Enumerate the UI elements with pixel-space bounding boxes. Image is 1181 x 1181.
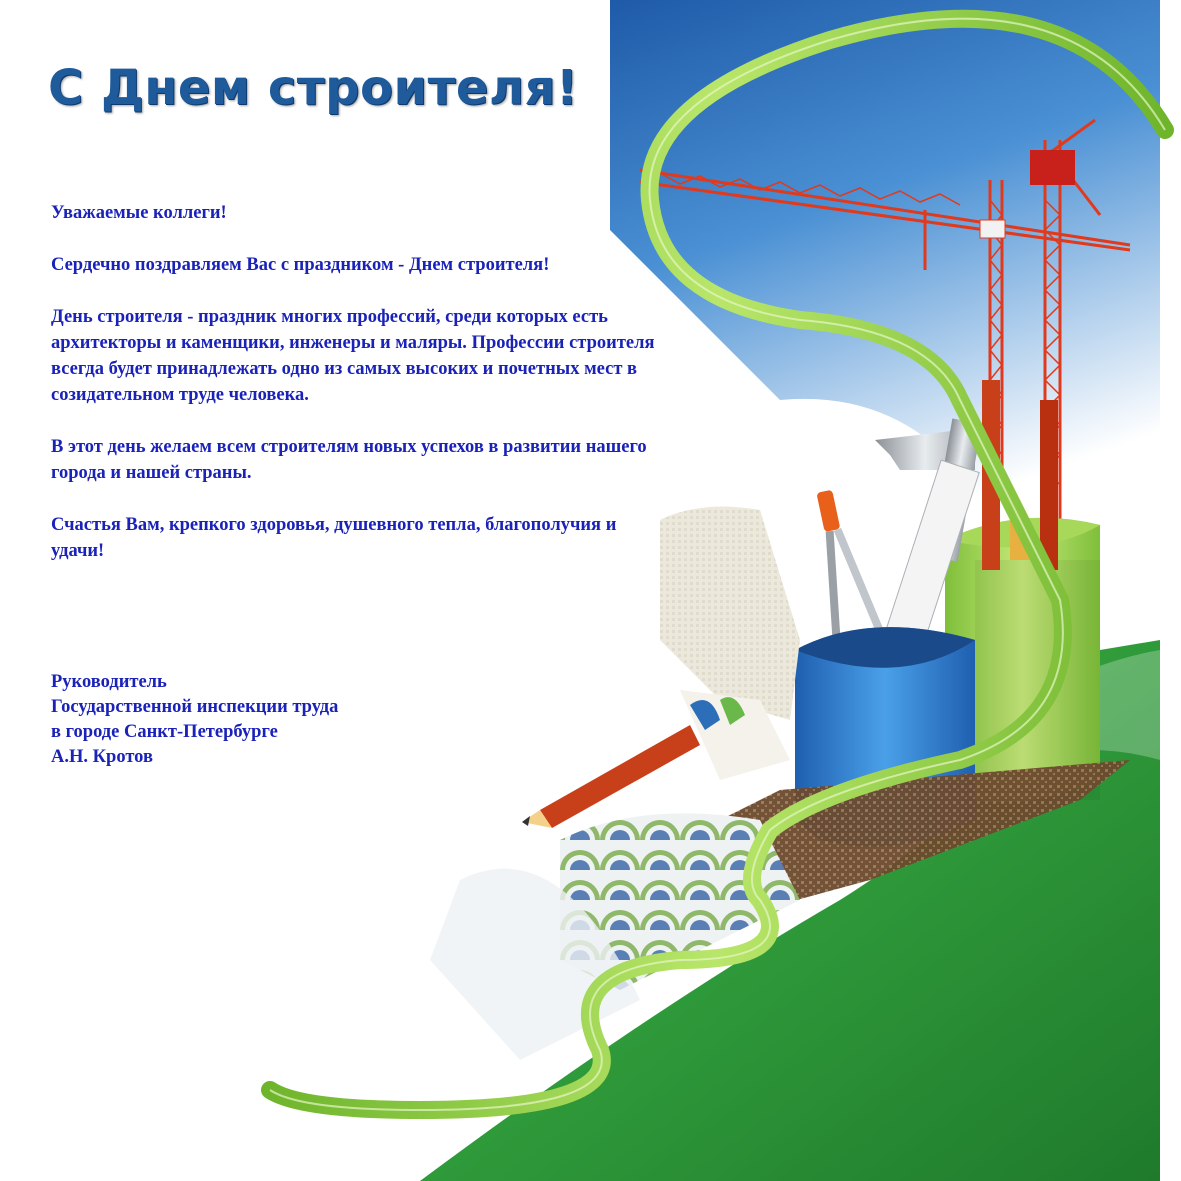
paragraph-congratulation: Сердечно поздравляем Вас с праздником - Днем строителя! <box>51 255 550 275</box>
paragraph-wishes-success: В этот день желаем всем строителям новых успехов в развитии нашего города и нашей страны. <box>51 437 647 483</box>
card-title: С Днем строителя! <box>48 60 579 116</box>
paragraph-professions: День строителя - праздник многих профессий, среди которых есть архитекторы и каменщики, инженеры и маляры. Профессии строителя всегда будет принадлежать одно из самых высоких и почетных мест в созидательном труде человека. <box>51 307 655 405</box>
paragraph-wishes-health: Счастья Вам, крепкого здоровья, душевного тепла, благополучия и удачи! <box>51 515 617 561</box>
signature-position: Руководитель <box>51 672 167 692</box>
signature-location: в городе Санкт-Петербурге <box>51 722 278 742</box>
signature-organization: Государственной инспекции труда <box>51 697 339 717</box>
letter-body <box>51 200 671 590</box>
signature-block <box>51 670 338 770</box>
greeting: Уважаемые коллеги! <box>51 203 227 223</box>
signature-name: А.Н. Кротов <box>51 747 153 767</box>
